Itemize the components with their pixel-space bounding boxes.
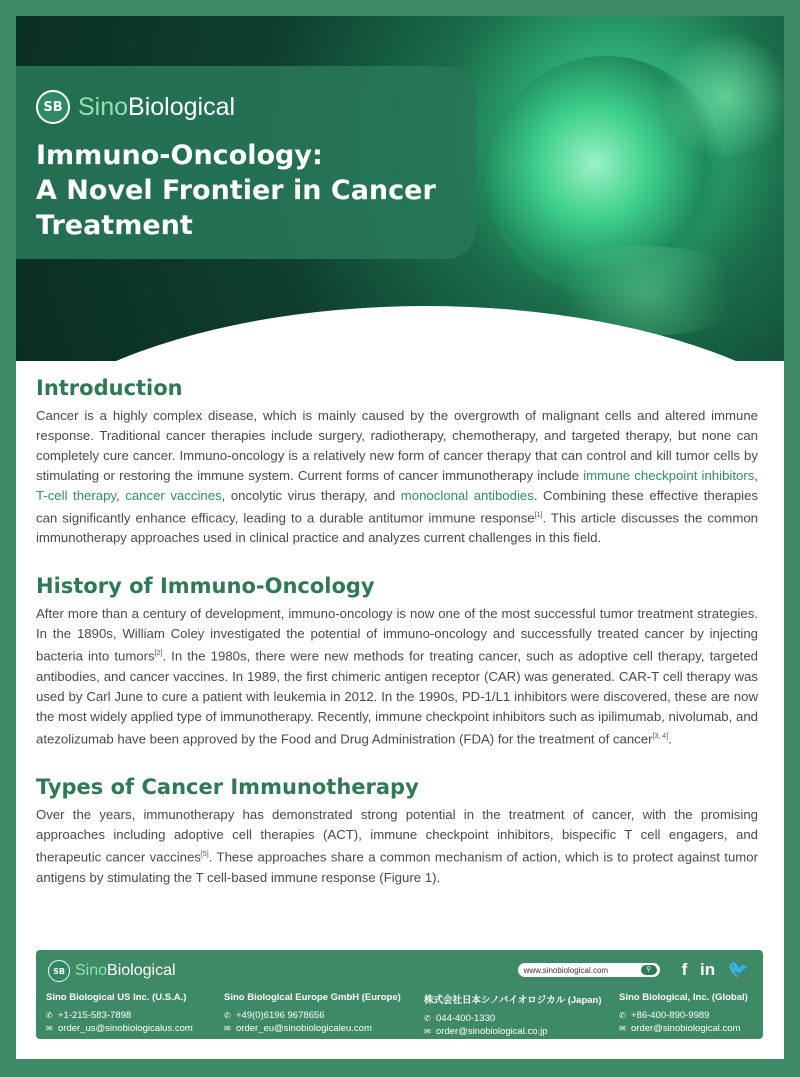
logo-mark: SB bbox=[48, 960, 70, 982]
link-immune-checkpoint-inhibitors[interactable]: immune checkpoint inhibitors bbox=[583, 468, 755, 483]
text-run: , bbox=[754, 468, 758, 483]
hero-glow bbox=[656, 36, 784, 156]
section-paragraph bbox=[36, 604, 758, 749]
page-frame-right bbox=[784, 0, 800, 1077]
facebook-icon[interactable]: f bbox=[681, 960, 688, 979]
page-frame-bottom bbox=[0, 1059, 800, 1077]
office-phone[interactable] bbox=[424, 1012, 619, 1025]
twitter-icon[interactable]: 🐦 bbox=[727, 960, 749, 979]
office-list bbox=[46, 992, 756, 1038]
section-paragraph bbox=[36, 406, 758, 548]
website-link[interactable] bbox=[518, 963, 660, 977]
title-line-1: Immuno-Oncology: bbox=[36, 140, 323, 171]
article-body bbox=[36, 376, 758, 888]
phone-number: +86-400-890-9989 bbox=[631, 1010, 710, 1021]
link-t-cell-therapy[interactable]: T-cell therapy bbox=[36, 488, 117, 503]
office-phone[interactable] bbox=[619, 1009, 756, 1022]
section-heading: Introduction bbox=[36, 376, 183, 400]
phone-icon: ✆ bbox=[424, 1014, 431, 1023]
link-cancer-vaccines[interactable]: cancer vaccines bbox=[125, 488, 222, 503]
page-frame-top bbox=[0, 0, 800, 16]
office-europe bbox=[224, 992, 424, 1038]
section-heading: Types of Cancer Immunotherapy bbox=[36, 775, 419, 800]
phone-number: +1-215-583-7898 bbox=[58, 1010, 132, 1021]
title-line-2: A Novel Frontier in Cancer bbox=[36, 175, 436, 206]
office-phone[interactable] bbox=[46, 1009, 224, 1022]
link-monoclonal-antibodies[interactable]: monoclonal antibodies bbox=[400, 488, 534, 503]
email-address: order@sinobiological.com bbox=[631, 1023, 741, 1034]
office-email[interactable] bbox=[46, 1022, 224, 1035]
logo-mark: SB bbox=[36, 90, 70, 124]
logo-text-sino: Sino bbox=[75, 962, 108, 979]
linkedin-icon[interactable]: in bbox=[699, 960, 716, 979]
section-types bbox=[36, 775, 758, 887]
phone-number: +49(0)6196 9678656 bbox=[236, 1010, 325, 1021]
section-paragraph bbox=[36, 805, 758, 887]
email-address: order_us@sinobiologicalus.com bbox=[58, 1023, 193, 1034]
phone-number: 044-400-1330 bbox=[436, 1013, 496, 1024]
text-run: . This article discusses the common immunotherapy approaches used in clinical practice and analyzes current challenges in this field. bbox=[36, 510, 758, 546]
office-name: 株式会社日本シノバイオロジカル (Japan) bbox=[424, 995, 602, 1006]
logo-text-biological: Biological bbox=[107, 962, 176, 979]
office-japan bbox=[424, 992, 619, 1038]
office-name: Sino Biological, Inc. (Global) bbox=[619, 992, 748, 1003]
page-title bbox=[36, 138, 466, 243]
office-email[interactable] bbox=[424, 1025, 619, 1038]
phone-icon: ✆ bbox=[224, 1011, 231, 1020]
reference-marker: [5] bbox=[200, 851, 209, 859]
logo-text-sino: Sino bbox=[78, 92, 129, 121]
office-email[interactable] bbox=[224, 1022, 424, 1035]
email-icon: ✉ bbox=[46, 1024, 53, 1033]
office-phone[interactable] bbox=[224, 1009, 424, 1022]
brand-logo[interactable] bbox=[36, 90, 235, 124]
reference-marker: [1] bbox=[534, 512, 543, 519]
section-introduction bbox=[36, 376, 758, 548]
section-history bbox=[36, 574, 758, 749]
email-icon: ✉ bbox=[224, 1024, 231, 1033]
email-icon: ✉ bbox=[424, 1027, 431, 1036]
logo-text-biological: Biological bbox=[128, 92, 236, 121]
footer bbox=[36, 950, 763, 1039]
website-url: www.sinobiological.com bbox=[523, 965, 609, 975]
search-icon: ⚲ bbox=[641, 965, 657, 975]
text-run: Over the years, immunotherapy has demonstrated strong potential in the treatment of cancer, with the promising approaches including adoptive cell therapies (ACT), immune checkpoint inhibitors, bispecific T cell engagers, and therapeutic cancer vaccines bbox=[36, 807, 758, 865]
footer-logo[interactable] bbox=[48, 960, 176, 982]
logo-text bbox=[78, 93, 235, 122]
text-run: , oncolytic virus therapy, and bbox=[221, 488, 401, 503]
office-name: Sino Biological Europe GmbH (Europe) bbox=[224, 992, 401, 1003]
section-heading: History of Immuno-Oncology bbox=[36, 574, 375, 599]
email-address: order@sinobiological.co.jp bbox=[436, 1026, 548, 1037]
text-run: , bbox=[116, 488, 126, 503]
title-line-3: Treatment bbox=[36, 210, 193, 241]
email-icon: ✉ bbox=[619, 1024, 626, 1033]
phone-icon: ✆ bbox=[619, 1011, 626, 1020]
phone-icon: ✆ bbox=[46, 1011, 53, 1020]
office-name: Sino Biological US Inc. (U.S.A.) bbox=[46, 992, 187, 1003]
office-us bbox=[46, 992, 224, 1038]
office-email[interactable] bbox=[619, 1022, 756, 1035]
social-links bbox=[674, 960, 749, 980]
office-global bbox=[619, 992, 756, 1038]
text-run: . In the 1980s, there were new methods for treating cancer, such as adoptive cell therapy, targeted antibodies, and cancer vaccines. In 1989, the first chimeric antigen receptor (CAR) was generated. CAR-T cell therapy was used by Carl June to cure a patient with leukemia in 2012. In the 1990s, PD-1/L1 inhibitors were discovered, these are now the most widely applied type of immunotherapy. Recently, immune checkpoint inhibitors such as ipilimumab, nivolumab, and atezolizumab have been approved by the Food and Drug Administration (FDA) for the treatment of cancer bbox=[36, 648, 759, 747]
text-run: . Combining these effective therapies can significantly enhance efficacy, leading to a durable antitumor immune response bbox=[36, 488, 759, 526]
page-frame-left bbox=[0, 0, 16, 1077]
email-address: order_eu@sinobiologicaleu.com bbox=[236, 1023, 372, 1034]
reference-marker: [3, 4] bbox=[652, 732, 669, 740]
logo-text bbox=[75, 962, 176, 980]
footer-links bbox=[518, 960, 749, 980]
reference-marker: [2] bbox=[154, 650, 163, 658]
text-run: . bbox=[668, 731, 672, 747]
text-run: After more than a century of development, immuno-oncology is now one of the most successful tumor treatment strategies. In the 1890s, William Coley investigated the potential of immuno-oncology and successfully treated cancer by injecting bacteria into tumors bbox=[36, 606, 758, 664]
text-run: Cancer is a highly complex disease, which is mainly caused by the overgrowth of malignant cells and altered immune response. Traditional cancer therapies include surgery, radiotherapy, chemotherapy, and targeted therapy, but none can completely cure cancer. Immuno-oncology is a relatively new form of cancer therapy that can control and kill tumor cells by stimulating or restoring the immune system. Current forms of cancer immunotherapy include bbox=[36, 408, 758, 483]
text-run: . These approaches share a common mechanism of action, which is to protect against tumor antigens by stimulating the T cell-based immune response (Figure 1). bbox=[36, 849, 758, 885]
